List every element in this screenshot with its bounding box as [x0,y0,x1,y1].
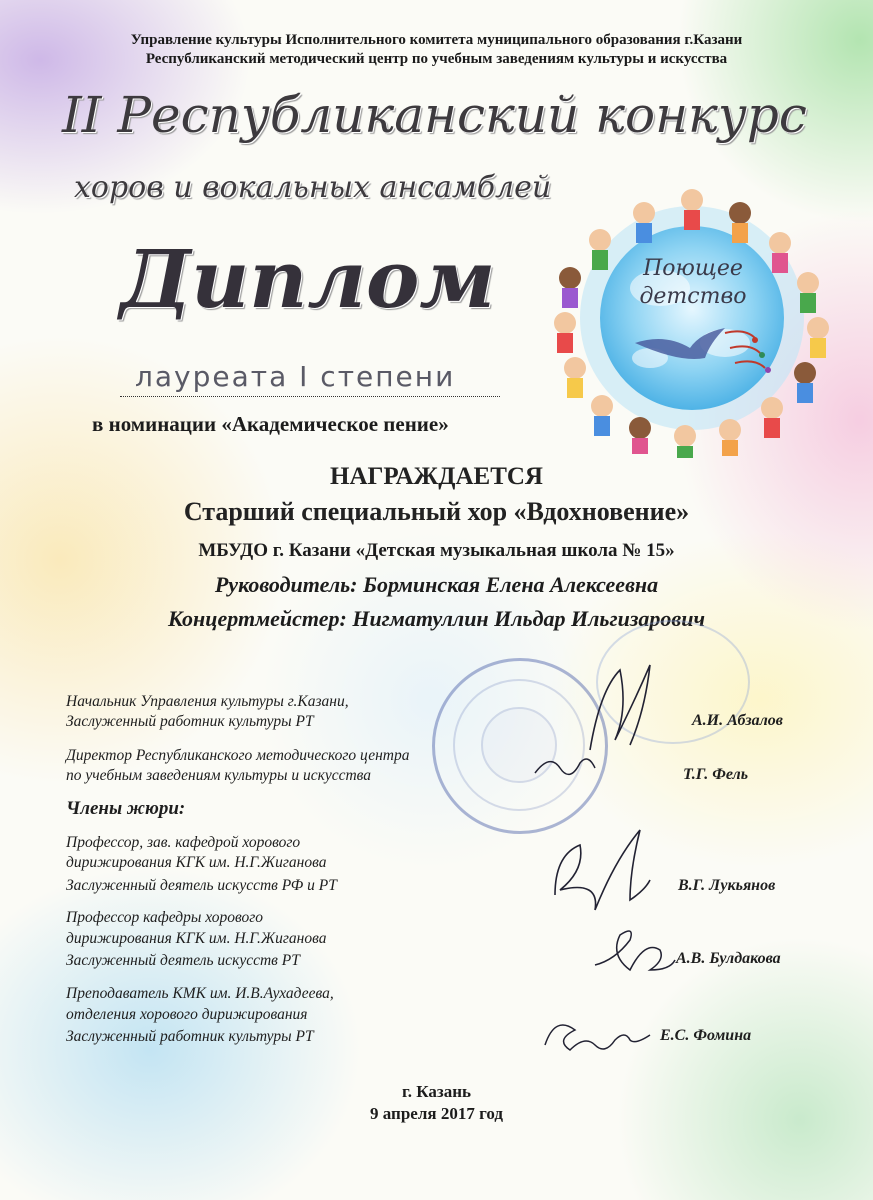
jury-3-line-3: Заслуженный работник культуры РТ [66,1028,314,1045]
official-1-name: А.И. Абзалов [692,712,783,729]
jury-1-line-2: дирижирования КГК им. Н.Г.Жиганова [66,854,327,871]
contest-logo [540,168,840,458]
jury-2-line-2: дирижирования КГК им. Н.Г.Жиганова [66,930,327,947]
contest-title: II Республиканский конкурс [62,86,807,144]
accompanist: Концертмейстер: Нигматуллин Ильдар Ильгизарович [167,606,706,631]
jury-3-name: Е.С. Фомина [660,1027,752,1044]
jury-2-line-3: Заслуженный деятель искусств РТ [66,952,300,969]
school-name: МБУДО г. Казани «Детская музыкальная школа № 15» [198,540,675,561]
degree-underline [120,396,500,398]
contest-subtitle: хоров и вокальных ансамблей [74,170,552,205]
footer-city: г. Казань [401,1082,472,1101]
signature-fel [530,748,600,788]
choir-name: Старший специальный хор «Вдохновение» [183,497,690,526]
jury-heading: Члены жюри: [66,798,186,819]
official-1-title-line-1: Начальник Управления культуры г.Казани, [66,693,349,710]
signature-lukyanov [535,820,665,920]
logo-text-line-1: Поющее [643,256,743,281]
degree-handwritten: лауреата I степени [135,360,456,393]
diploma-heading: Диплом [120,232,496,326]
jury-1-line-1: Профессор, зав. кафедрой хорового [66,834,301,851]
signature-fomina [540,1010,660,1060]
awarded-heading: НАГРАЖДАЕТСЯ [330,463,543,490]
jury-1-line-3: Заслуженный деятель искусств РФ и РТ [66,877,337,894]
official-1-title-line-2: Заслуженный работник культуры РТ [66,713,314,730]
jury-2-name: А.В. Булдакова [676,950,781,967]
logo-text-line-2: детство [639,284,747,309]
jury-1-name: В.Г. Лукьянов [678,877,776,894]
official-2-name: Т.Г. Фель [683,766,749,783]
official-2-title-line-1: Директор Республиканского методического центра [66,747,410,764]
signature-abzalov [580,650,660,760]
nomination: в номинации «Академическое пение» [92,412,449,436]
footer-date: 9 апреля 2017 год [370,1104,503,1123]
official-2-title-line-2: по учебным заведениям культуры и искусства [66,767,372,784]
singing-childhood-logo [540,168,840,458]
header-line-2: Республиканский методический центр по учебным заведениям культуры и искусства [145,51,728,67]
signature-buldakova [590,920,680,980]
jury-3-line-1: Преподаватель КМК им. И.В.Аухадеева, [66,985,334,1002]
jury-3-line-2: отделения хорового дирижирования [66,1006,308,1023]
header-line-1: Управление культуры Исполнительного комитета муниципального образования г.Казани [130,32,743,48]
jury-2-line-1: Профессор кафедры хорового [66,909,264,926]
leader: Руководитель: Борминская Елена Алексеевна [214,572,659,597]
